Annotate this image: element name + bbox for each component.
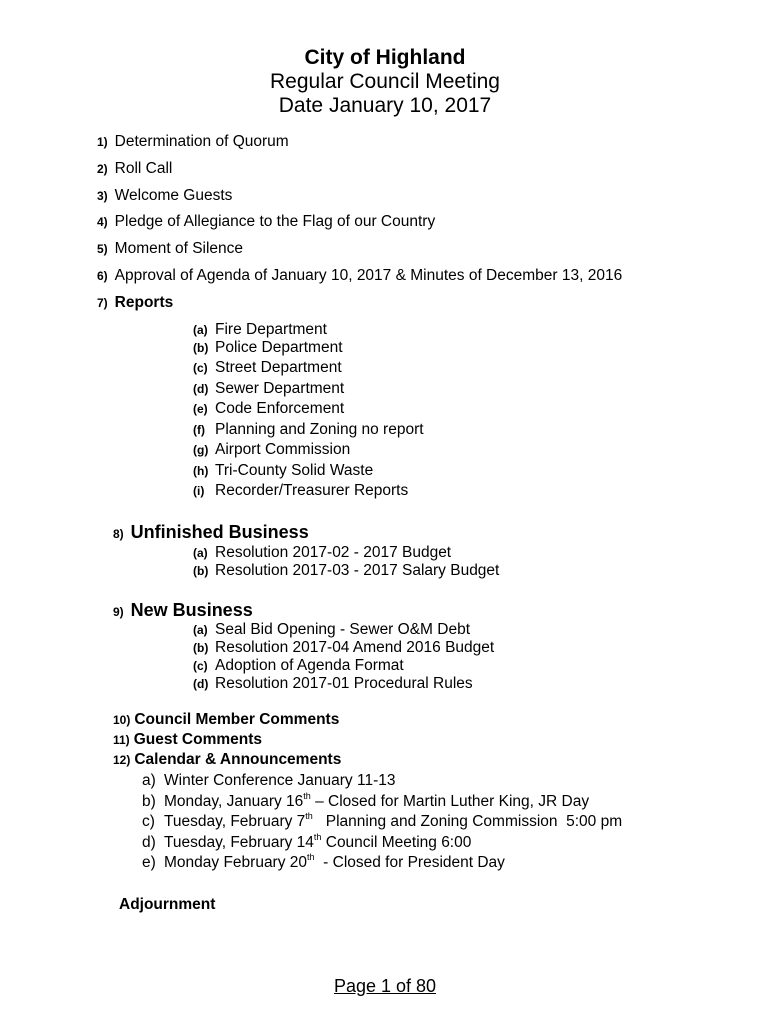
sub-label: Resolution 2017-03 - 2017 Salary Budget	[215, 562, 500, 579]
agenda-item	[97, 187, 232, 205]
report-item	[193, 462, 373, 480]
cal-text: Monday, January 16	[164, 793, 304, 810]
item-label: Welcome Guests	[114, 187, 233, 204]
item-label: Pledge of Allegiance to the Flag of our Country	[114, 213, 436, 230]
sub-label: Adoption of Agenda Format	[215, 657, 404, 674]
cal-text-post: – Closed for Martin Luther King, JR Day	[310, 793, 590, 810]
item-number: 6)	[97, 269, 108, 283]
sub-label: Recorder/Treasurer Reports	[215, 482, 409, 499]
item-label: Approval of Agenda of January 10, 2017 & Minutes of December 13, 2016	[114, 267, 623, 284]
sub-label: Resolution 2017-01 Procedural Rules	[215, 675, 473, 692]
meeting-date: Date January 10, 2017	[278, 94, 492, 117]
new-business-item	[193, 639, 494, 657]
report-item	[193, 380, 344, 398]
report-item	[193, 321, 327, 339]
meeting-type: Regular Council Meeting	[270, 70, 500, 93]
sub-label: Police Department	[215, 339, 343, 356]
unfinished-item	[193, 562, 499, 580]
page-number	[0, 976, 770, 997]
item-number: 10)	[113, 713, 131, 727]
cal-text: Monday February 20	[164, 854, 308, 871]
report-item	[193, 400, 344, 418]
cal-sup: th	[307, 852, 315, 862]
cal-text-post: Council Meeting 6:00	[321, 834, 472, 851]
agenda-item	[113, 731, 262, 749]
cal-letter: e)	[142, 854, 156, 871]
new-business-item	[193, 675, 473, 693]
report-item	[193, 339, 343, 357]
agenda-item	[113, 711, 339, 729]
sub-letter: (h)	[193, 464, 209, 478]
item-number: 5)	[97, 242, 108, 256]
adjournment: Adjournment	[119, 896, 216, 913]
sub-letter: (b)	[193, 341, 209, 355]
cal-letter: a)	[142, 772, 156, 789]
sub-letter: (d)	[193, 677, 209, 691]
sub-letter: (i)	[193, 484, 205, 498]
item-label: Roll Call	[114, 160, 173, 177]
item-label: Reports	[114, 294, 174, 311]
cal-sup: th	[303, 791, 311, 801]
cal-text-post: Planning and Zoning Commission 5:00 pm	[312, 813, 623, 830]
sub-letter: (a)	[193, 546, 208, 560]
cal-letter: c)	[142, 813, 155, 830]
sub-label: Planning and Zoning no report	[215, 421, 424, 438]
calendar-item	[142, 834, 471, 852]
sub-letter: (e)	[193, 402, 208, 416]
new-business-item	[193, 657, 404, 675]
report-item	[193, 482, 408, 500]
sub-letter: (d)	[193, 382, 209, 396]
sub-label: Sewer Department	[215, 380, 345, 397]
item-number: 7)	[97, 296, 108, 310]
sub-letter: (a)	[193, 323, 208, 337]
report-item	[193, 421, 424, 439]
calendar-item	[142, 772, 395, 790]
item-number: 12)	[113, 753, 131, 767]
agenda-item	[97, 213, 435, 231]
cal-sup: th	[313, 832, 322, 842]
calendar-item	[142, 793, 589, 811]
sub-label: Street Department	[215, 359, 342, 376]
agenda-item	[113, 751, 341, 769]
cal-text-post: - Closed for President Day	[314, 854, 505, 871]
cal-letter: d)	[142, 834, 156, 851]
item-label: Determination of Quorum	[114, 133, 289, 150]
cal-text: Tuesday, February 14	[164, 834, 314, 851]
sub-letter: (c)	[193, 659, 208, 673]
item-number: 1)	[97, 135, 108, 149]
item-number: 2)	[97, 162, 108, 176]
report-item	[193, 359, 342, 377]
cal-letter: b)	[142, 793, 156, 810]
item-number: 8)	[113, 527, 124, 541]
item-number: 3)	[97, 189, 108, 203]
sub-label: Fire Department	[215, 321, 327, 338]
item-number: 4)	[97, 215, 108, 229]
sub-label: Resolution 2017-02 - 2017 Budget	[215, 544, 452, 561]
sub-label: Airport Commission	[215, 441, 351, 458]
sub-letter: (a)	[193, 623, 208, 637]
item-label: Calendar & Announcements	[134, 751, 342, 768]
sub-letter: (c)	[193, 361, 208, 375]
report-item	[193, 441, 350, 459]
section-new-business	[113, 600, 253, 621]
agenda-item	[97, 267, 622, 285]
new-business-item	[193, 621, 470, 639]
item-number: 9)	[113, 605, 124, 619]
sub-label: Seal Bid Opening - Sewer O&M Debt	[215, 621, 471, 638]
sub-letter: (b)	[193, 641, 209, 655]
unfinished-item	[193, 544, 451, 562]
sub-letter: (b)	[193, 564, 209, 578]
agenda-item	[97, 240, 243, 258]
cal-sup: th	[305, 811, 313, 821]
agenda-item-reports	[97, 294, 173, 312]
section-title: New Business	[130, 600, 253, 620]
document-title: City of Highland	[304, 46, 466, 69]
sub-letter: (g)	[193, 443, 209, 457]
calendar-item	[142, 813, 622, 831]
sub-label: Code Enforcement	[215, 400, 345, 417]
page-number-text: Page 1 of 80	[333, 976, 437, 996]
sub-label: Tri-County Solid Waste	[215, 462, 374, 479]
calendar-item	[142, 854, 505, 872]
item-label: Council Member Comments	[134, 711, 340, 728]
cal-text: Winter Conference January 11-13	[164, 772, 396, 789]
section-unfinished-business	[113, 522, 309, 543]
sub-letter: (f)	[193, 423, 205, 437]
item-label: Moment of Silence	[114, 240, 244, 257]
sub-label: Resolution 2017-04 Amend 2016 Budget	[215, 639, 495, 656]
agenda-item	[97, 160, 172, 178]
item-number: 11)	[113, 733, 130, 747]
cal-text: Tuesday, February 7	[164, 813, 306, 830]
agenda-item	[97, 133, 289, 151]
section-title: Unfinished Business	[130, 522, 309, 542]
item-label: Guest Comments	[133, 731, 263, 748]
